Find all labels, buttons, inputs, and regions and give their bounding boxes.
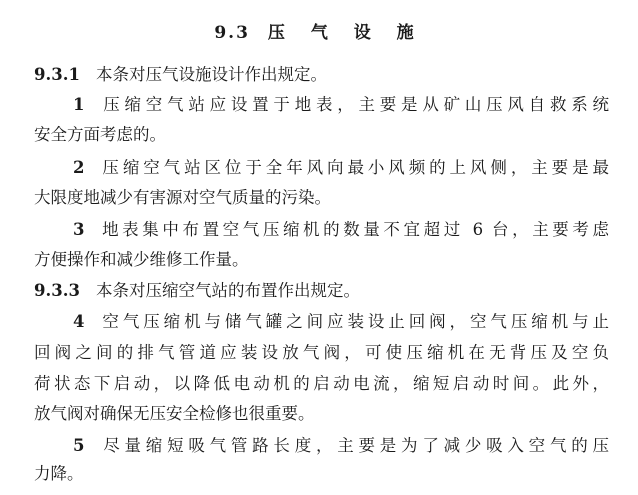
item-number: 5 — [73, 436, 85, 455]
item-4-line-3 — [34, 373, 609, 395]
item-text: 尽量缩短吸气管路长度，主要是为了减少吸入空气的压 — [98, 436, 609, 455]
item-number: 3 — [73, 220, 85, 239]
clause-number: 9.3.1 — [34, 65, 80, 84]
item-3-line-2 — [34, 249, 609, 271]
item-text: 空气压缩机与储气罐之间应装设止回阀，空气压缩机与止 — [98, 312, 609, 331]
item-text: 方便操作和减少维修工作量。 — [34, 250, 249, 269]
clause-9-3-3 — [34, 280, 609, 302]
item-4-line-2 — [34, 342, 609, 364]
item-1-line-2 — [34, 124, 609, 146]
section-number: 9.3 — [214, 23, 250, 43]
item-2-line-1 — [73, 157, 609, 179]
clause-9-3-1 — [34, 64, 609, 86]
item-2-line-2 — [34, 187, 609, 209]
section-title: 压 气 设 施 — [267, 23, 424, 43]
item-number: 1 — [73, 95, 85, 114]
item-5-line-1 — [73, 435, 609, 457]
item-4-line-1 — [73, 311, 609, 333]
item-text: 安全方面考虑的。 — [34, 125, 166, 144]
item-text: 回阀之间的排气管道应装设放气阀，可使压缩机在无背压及空负 — [34, 343, 609, 362]
item-1-line-1 — [73, 94, 609, 116]
clause-text: 本条对压气设施设计作出规定。 — [95, 65, 327, 84]
item-number: 4 — [73, 312, 85, 331]
item-4-line-4 — [34, 403, 609, 425]
item-text: 力降。 — [34, 464, 84, 483]
item-3-line-1 — [73, 219, 609, 241]
item-text: 大限度地减少有害源对空气质量的污染。 — [34, 188, 331, 207]
clause-number: 9.3.3 — [34, 281, 80, 300]
item-text: 放气阀对确保无压安全检修也很重要。 — [34, 404, 315, 423]
item-text: 压缩空气站区位于全年风向最小风频的上风侧，主要是最 — [98, 158, 609, 177]
item-number: 2 — [73, 158, 85, 177]
item-5-line-2 — [34, 463, 609, 485]
item-text: 荷状态下启动，以降低电动机的启动电流，缩短启动时间。此外， — [34, 374, 609, 393]
section-heading — [0, 18, 638, 43]
item-text: 压缩空气站应设置于地表，主要是从矿山压风自救系统 — [98, 95, 609, 114]
item-text: 地表集中布置空气压缩机的数量不宜超过 6 台，主要考虑 — [98, 220, 609, 239]
clause-text: 本条对压缩空气站的布置作出规定。 — [95, 281, 360, 300]
